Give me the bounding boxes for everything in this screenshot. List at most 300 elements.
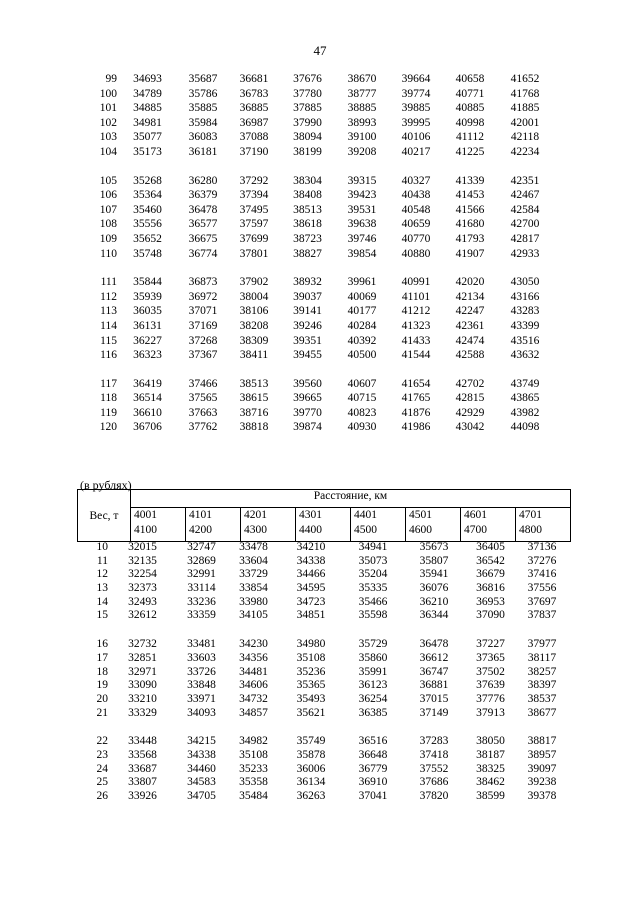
table-row <box>77 582 566 596</box>
price-cell: 37977 <box>527 638 557 651</box>
table-row <box>77 693 566 707</box>
price-cell: 36385 <box>358 706 388 719</box>
table-row <box>77 596 566 610</box>
price-cell: 33926 <box>128 790 157 802</box>
units-note: (в рублях) <box>80 478 132 492</box>
distance-range-header <box>296 508 351 542</box>
price-cell: 35484 <box>239 790 268 802</box>
table-row <box>82 391 553 406</box>
price-cell: 38615 <box>239 392 269 405</box>
table-row <box>77 568 566 582</box>
price-cell: 43042 <box>455 421 485 434</box>
price-cell: 42700 <box>510 218 540 231</box>
price-cell: 41339 <box>455 174 485 187</box>
price-cell: 38117 <box>527 651 557 664</box>
price-cell: 40880 <box>401 247 431 260</box>
table-row <box>82 247 553 262</box>
price-cell: 32254 <box>128 568 157 581</box>
price-cell: 37190 <box>239 145 269 158</box>
row-group <box>77 541 566 623</box>
price-cell: 36610 <box>133 406 162 419</box>
price-cell: 42234 <box>510 145 540 158</box>
price-cell: 36873 <box>188 276 218 289</box>
weight-cell: 18 <box>96 665 108 678</box>
price-cell: 40991 <box>401 276 431 289</box>
price-cell: 37071 <box>188 305 218 318</box>
price-cell: 41323 <box>401 319 431 332</box>
price-cell: 37597 <box>239 218 269 231</box>
weight-cell: 102 <box>99 116 117 129</box>
price-cell: 35939 <box>133 290 162 303</box>
price-cell: 35860 <box>358 651 388 664</box>
price-cell: 35941 <box>419 568 449 581</box>
range-to: 4300 <box>244 524 267 536</box>
price-cell: 34338 <box>296 554 326 567</box>
range-to: 4400 <box>299 524 322 536</box>
price-cell: 33854 <box>239 582 268 595</box>
range-from: 4301 <box>299 509 322 521</box>
price-cell: 36006 <box>296 762 326 775</box>
price-cell: 36885 <box>239 102 269 115</box>
weight-cell: 111 <box>100 276 117 289</box>
price-cell: 34941 <box>358 541 388 553</box>
price-cell: 42702 <box>455 377 485 390</box>
price-cell: 36280 <box>188 174 218 187</box>
price-cell: 38199 <box>293 145 322 158</box>
distance-range-header <box>131 508 186 542</box>
price-cell: 36987 <box>239 116 269 129</box>
price-cell: 36881 <box>419 679 449 692</box>
price-cell: 40771 <box>455 87 485 100</box>
price-cell: 34210 <box>296 541 326 553</box>
weight-cell: 104 <box>99 145 117 158</box>
price-cell: 32015 <box>128 541 157 553</box>
range-from: 4701 <box>519 509 542 521</box>
weight-cell: 19 <box>96 679 108 692</box>
price-cell: 33210 <box>128 692 157 705</box>
price-cell: 37663 <box>188 406 218 419</box>
price-cell: 43050 <box>510 276 540 289</box>
price-cell: 37292 <box>239 174 269 187</box>
price-cell: 40106 <box>401 131 431 144</box>
price-cell: 42817 <box>510 232 540 245</box>
price-cell: 33329 <box>128 706 157 719</box>
price-cell: 43749 <box>510 377 540 390</box>
price-cell: 38827 <box>293 247 322 260</box>
price-cell: 36123 <box>358 679 388 692</box>
price-cell: 37088 <box>239 131 269 144</box>
weight-cell: 109 <box>99 232 117 245</box>
price-cell: 41765 <box>401 392 431 405</box>
weight-cell: 110 <box>100 247 117 260</box>
price-cell: 40177 <box>347 305 377 318</box>
price-cell: 41112 <box>456 131 484 144</box>
distance-range-header <box>351 508 406 542</box>
price-cell: 39351 <box>293 334 322 347</box>
price-cell: 41652 <box>510 73 540 85</box>
price-cell: 43865 <box>510 392 540 405</box>
price-cell: 38513 <box>239 377 269 390</box>
price-cell: 36774 <box>188 247 218 260</box>
table-row <box>82 275 553 290</box>
price-cell: 36035 <box>133 305 162 318</box>
table-row <box>82 348 553 363</box>
price-cell: 34481 <box>239 665 268 678</box>
row-group <box>82 72 553 160</box>
price-cell: 35786 <box>188 87 218 100</box>
price-cell: 36478 <box>188 203 218 216</box>
price-cell: 40438 <box>401 189 431 202</box>
price-cell: 34215 <box>187 735 216 748</box>
price-cell: 35878 <box>296 748 326 761</box>
price-cell: 39774 <box>401 87 431 100</box>
weight-cell: 23 <box>96 748 108 761</box>
price-cell: 38993 <box>347 116 377 129</box>
price-cell: 37565 <box>188 392 218 405</box>
price-cell: 37552 <box>419 762 449 775</box>
table-row <box>82 290 553 305</box>
price-cell: 38257 <box>527 665 557 678</box>
price-cell: 39961 <box>347 276 377 289</box>
price-cell: 33848 <box>187 679 216 692</box>
table-row <box>82 319 553 334</box>
price-cell: 34595 <box>296 582 326 595</box>
price-cell: 33807 <box>128 776 157 789</box>
range-to: 4600 <box>409 524 432 536</box>
price-cell: 42467 <box>510 189 540 202</box>
price-cell: 36612 <box>419 651 449 664</box>
price-cell: 37149 <box>419 706 449 719</box>
price-cell: 36478 <box>419 638 449 651</box>
price-cell: 40715 <box>347 392 377 405</box>
price-cell: 38957 <box>527 748 557 761</box>
table-row <box>82 217 553 232</box>
price-cell: 36779 <box>358 762 388 775</box>
price-cell: 38004 <box>239 290 269 303</box>
price-cell: 33729 <box>239 568 268 581</box>
weight-cell: 21 <box>96 706 108 719</box>
price-cell: 35173 <box>133 145 162 158</box>
price-cell: 37885 <box>293 102 322 115</box>
price-cell: 35233 <box>239 762 268 775</box>
price-cell: 33448 <box>128 735 157 748</box>
table-row <box>77 763 566 777</box>
price-cell: 39874 <box>293 421 322 434</box>
weight-cell: 99 <box>105 73 117 85</box>
price-cell: 32732 <box>128 638 157 651</box>
price-cell: 39037 <box>293 290 322 303</box>
range-to: 4200 <box>189 524 212 536</box>
price-cell: 42361 <box>455 319 485 332</box>
price-cell: 38309 <box>239 334 269 347</box>
price-cell: 39097 <box>527 762 557 775</box>
price-cell: 35365 <box>296 679 326 692</box>
price-cell: 35749 <box>296 735 326 748</box>
price-cell: 42474 <box>455 334 485 347</box>
range-from: 4401 <box>354 509 377 521</box>
price-cell: 42584 <box>510 203 540 216</box>
price-cell: 41907 <box>455 247 485 260</box>
price-cell: 37418 <box>419 748 449 761</box>
price-cell: 39560 <box>293 377 322 390</box>
weight-cell: 16 <box>96 638 108 651</box>
distance-range-header <box>516 508 571 542</box>
table-row <box>82 304 553 319</box>
price-cell: 33568 <box>128 748 157 761</box>
price-cell: 36263 <box>296 790 326 802</box>
weight-cell: 14 <box>96 595 108 608</box>
price-cell: 43982 <box>510 406 540 419</box>
table-row <box>77 776 566 790</box>
range-to: 4500 <box>354 524 377 536</box>
price-cell: 37776 <box>476 692 505 705</box>
price-cell: 36076 <box>419 582 449 595</box>
table-row <box>77 638 566 652</box>
weight-cell: 25 <box>96 776 108 789</box>
price-cell: 38818 <box>239 421 269 434</box>
row-group <box>82 377 553 435</box>
table-row <box>82 420 553 435</box>
table-row <box>77 679 566 693</box>
distance-range-header <box>461 508 516 542</box>
table-row <box>77 790 566 804</box>
price-cell: 36681 <box>239 73 269 85</box>
price-cell: 35364 <box>133 189 162 202</box>
price-cell: 35673 <box>419 541 449 553</box>
price-cell: 35077 <box>133 131 162 144</box>
weight-cell: 11 <box>96 554 108 567</box>
price-cell: 40658 <box>455 73 485 85</box>
table-row <box>77 609 566 623</box>
price-cell: 41453 <box>455 189 485 202</box>
table-row <box>77 707 566 721</box>
price-cell: 42933 <box>510 247 540 260</box>
price-cell: 35236 <box>296 665 326 678</box>
price-cell: 37837 <box>527 609 557 622</box>
weight-column-header: Вес, т <box>78 490 131 542</box>
price-cell: 39100 <box>347 131 377 144</box>
price-cell: 36254 <box>358 692 388 705</box>
price-cell: 42929 <box>455 406 485 419</box>
price-cell: 35073 <box>358 554 388 567</box>
price-cell: 42118 <box>510 131 540 144</box>
price-cell: 35493 <box>296 692 326 705</box>
price-cell: 36344 <box>419 609 449 622</box>
price-cell: 36816 <box>476 582 505 595</box>
weight-cell: 26 <box>96 790 108 802</box>
price-cell: 37697 <box>527 595 557 608</box>
price-cell: 33603 <box>187 651 216 664</box>
price-cell: 40770 <box>401 232 431 245</box>
price-cell: 35335 <box>358 582 388 595</box>
price-cell: 34606 <box>239 679 268 692</box>
price-cell: 36953 <box>476 595 505 608</box>
price-cell: 41225 <box>455 145 485 158</box>
price-cell: 35466 <box>358 595 388 608</box>
price-cell: 41885 <box>510 102 540 115</box>
price-cell: 40548 <box>401 203 431 216</box>
price-cell: 37283 <box>419 735 449 748</box>
price-cell: 36514 <box>133 392 162 405</box>
table-row <box>82 406 553 421</box>
price-cell: 39531 <box>347 203 377 216</box>
price-cell: 34338 <box>187 748 216 761</box>
price-cell: 42247 <box>455 305 485 318</box>
price-cell: 37902 <box>239 276 269 289</box>
distance-range-header <box>406 508 461 542</box>
lower-tariff-table <box>77 541 566 804</box>
price-cell: 39246 <box>293 319 322 332</box>
price-cell: 36379 <box>188 189 218 202</box>
price-cell: 41876 <box>401 406 431 419</box>
price-cell: 38094 <box>293 131 322 144</box>
price-cell: 34723 <box>296 595 326 608</box>
table-row <box>77 541 566 555</box>
weight-cell: 24 <box>96 762 108 775</box>
price-cell: 35984 <box>188 116 218 129</box>
price-cell: 38408 <box>293 189 322 202</box>
price-cell: 40930 <box>347 421 377 434</box>
price-cell: 34857 <box>239 706 268 719</box>
price-cell: 36516 <box>358 735 388 748</box>
price-cell: 39378 <box>527 790 557 802</box>
price-cell: 35621 <box>296 706 326 719</box>
weight-cell: 117 <box>100 377 117 390</box>
price-cell: 44098 <box>510 421 540 434</box>
price-cell: 41768 <box>510 87 540 100</box>
price-cell: 32991 <box>187 568 216 581</box>
price-cell: 42588 <box>455 349 485 362</box>
price-cell: 33090 <box>128 679 157 692</box>
weight-cell: 116 <box>100 349 117 362</box>
price-cell: 38187 <box>476 748 505 761</box>
price-cell: 40392 <box>347 334 377 347</box>
price-cell: 42351 <box>510 174 540 187</box>
price-cell: 39885 <box>401 102 431 115</box>
price-cell: 34693 <box>133 73 162 85</box>
price-cell: 37090 <box>476 609 505 622</box>
weight-cell: 114 <box>100 319 117 332</box>
price-cell: 34466 <box>296 568 326 581</box>
price-cell: 42020 <box>455 276 485 289</box>
weight-cell: 101 <box>99 102 117 115</box>
price-cell: 36134 <box>296 776 326 789</box>
price-cell: 37136 <box>527 541 557 553</box>
price-cell: 39455 <box>293 349 322 362</box>
price-cell: 32971 <box>128 665 157 678</box>
price-cell: 32135 <box>128 554 157 567</box>
weight-cell: 118 <box>100 392 117 405</box>
price-cell: 34789 <box>133 87 162 100</box>
price-cell: 35885 <box>188 102 218 115</box>
price-cell: 34732 <box>239 692 268 705</box>
table-row <box>77 652 566 666</box>
price-cell: 37227 <box>476 638 505 651</box>
weight-cell: 120 <box>99 421 117 434</box>
price-cell: 41566 <box>455 203 485 216</box>
price-cell: 37913 <box>476 706 505 719</box>
price-cell: 32747 <box>187 541 216 553</box>
price-cell: 33114 <box>187 582 216 595</box>
price-cell: 32373 <box>128 582 157 595</box>
price-cell: 37416 <box>527 568 557 581</box>
price-cell: 36181 <box>188 145 218 158</box>
price-cell: 39746 <box>347 232 377 245</box>
table-row <box>77 735 566 749</box>
price-cell: 33236 <box>187 595 216 608</box>
price-cell: 35748 <box>133 247 162 260</box>
price-cell: 39664 <box>401 73 431 85</box>
price-cell: 38777 <box>347 87 377 100</box>
price-cell: 37367 <box>188 349 218 362</box>
row-group <box>77 638 566 720</box>
price-cell: 38599 <box>476 790 505 802</box>
price-cell: 37780 <box>293 87 322 100</box>
price-cell: 39208 <box>347 145 377 158</box>
weight-cell: 106 <box>99 189 117 202</box>
price-cell: 38885 <box>347 102 377 115</box>
price-cell: 35729 <box>358 638 388 651</box>
price-cell: 38411 <box>239 349 269 362</box>
price-cell: 37394 <box>239 189 269 202</box>
weight-cell: 17 <box>96 651 108 664</box>
table-row <box>77 555 566 569</box>
price-cell: 38208 <box>239 319 269 332</box>
price-cell: 35556 <box>133 218 162 231</box>
price-cell: 38723 <box>293 232 322 245</box>
range-from: 4201 <box>244 509 267 521</box>
price-cell: 42001 <box>510 116 540 129</box>
price-cell: 37495 <box>239 203 269 216</box>
weight-cell: 119 <box>100 406 117 419</box>
price-cell: 40284 <box>347 319 377 332</box>
price-cell: 42134 <box>455 290 485 303</box>
price-cell: 34982 <box>239 735 268 748</box>
price-cell: 40885 <box>455 102 485 115</box>
price-cell: 39854 <box>347 247 377 260</box>
price-cell: 33481 <box>187 638 216 651</box>
range-to: 4700 <box>464 524 487 536</box>
price-cell: 32869 <box>187 554 216 567</box>
price-cell: 38670 <box>347 73 377 85</box>
price-cell: 42815 <box>455 392 485 405</box>
price-cell: 34093 <box>187 706 216 719</box>
row-group <box>77 735 566 803</box>
price-cell: 38050 <box>476 735 505 748</box>
price-cell: 41433 <box>401 334 431 347</box>
distance-header: Расстояние, км <box>131 490 571 508</box>
price-cell: 34885 <box>133 102 162 115</box>
price-cell: 40069 <box>347 290 377 303</box>
price-cell: 38325 <box>476 762 505 775</box>
price-cell: 34981 <box>133 116 162 129</box>
distance-range-header <box>241 508 296 542</box>
row-group <box>82 275 553 363</box>
range-from: 4601 <box>464 509 487 521</box>
price-cell: 32851 <box>128 651 157 664</box>
weight-cell: 103 <box>99 131 117 144</box>
weight-cell: 107 <box>99 203 117 216</box>
price-cell: 38618 <box>293 218 322 231</box>
price-cell: 41101 <box>401 290 431 303</box>
price-cell: 34980 <box>296 638 326 651</box>
price-cell: 40823 <box>347 406 377 419</box>
price-cell: 39638 <box>347 218 377 231</box>
weight-cell: 10 <box>96 541 108 553</box>
weight-cell: 115 <box>100 334 117 347</box>
price-cell: 36131 <box>133 319 162 332</box>
price-cell: 37676 <box>293 73 322 85</box>
